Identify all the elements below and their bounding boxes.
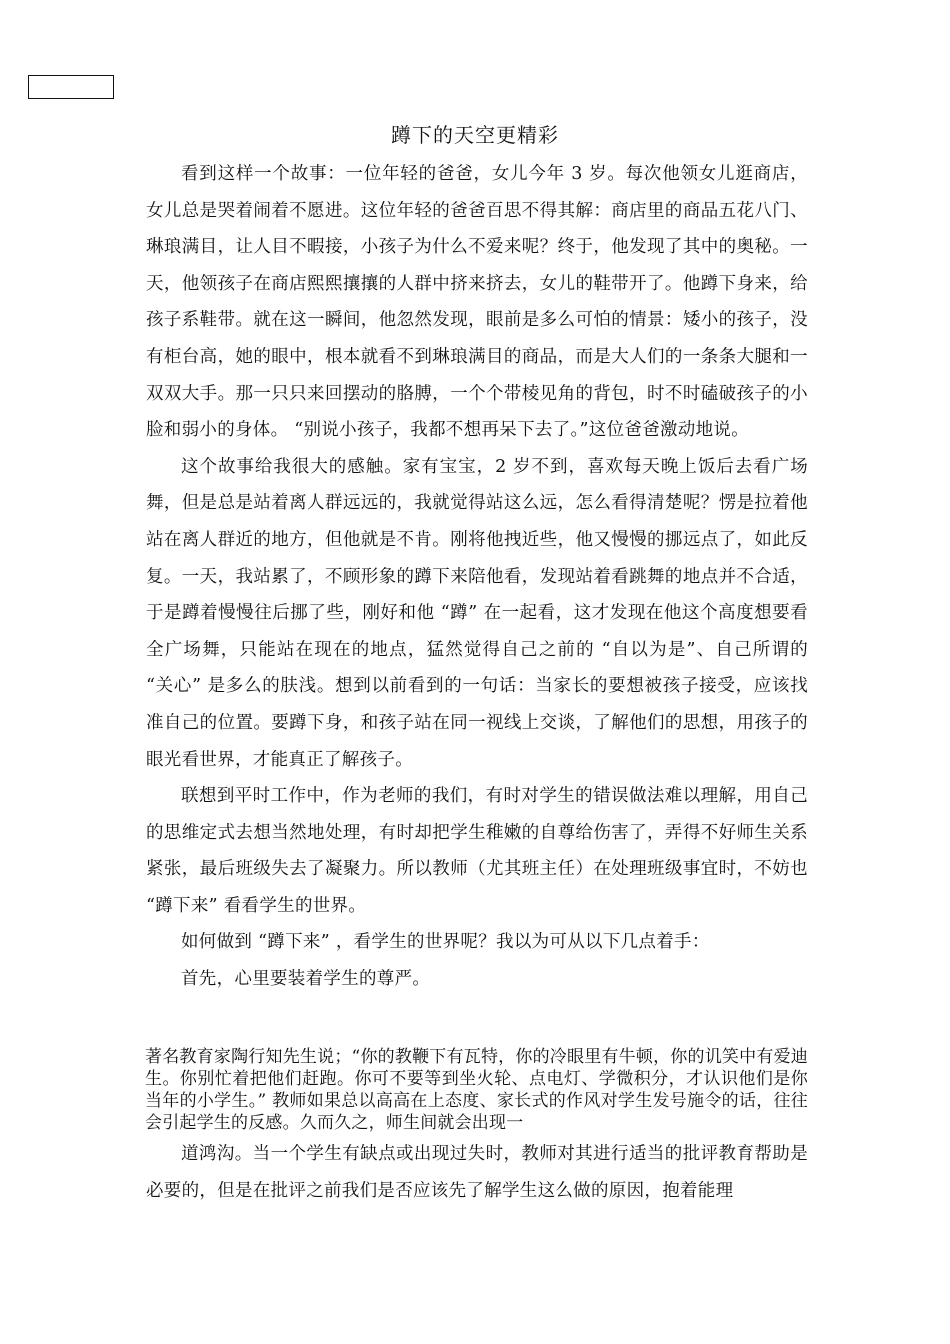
- quote-block: [146, 1040, 808, 1209]
- paragraph-continued: 道鸿沟。当一个学生有缺点或出现过失时，教师对其进行适当的批评教育帮助是必要的，但是在批评之前我们是否应该先了解学生这么做的原因，抱着能理: [146, 1144, 808, 1201]
- paragraph-first-point: 首先，心里要装着学生的尊严。: [181, 969, 431, 990]
- paragraph-how: 如何做到 “蹲下来” ，看学生的世界呢？我以为可从以下几点着手：: [181, 932, 710, 953]
- paragraph-work: 联想到平时工作中，作为老师的我们，有时对学生的错误做法难以理解，用自己的思维定式去想当然地处理，有时却把学生稚嫩的自尊给伤害了，弄得不好师生关系紧张，最后班级失去了凝聚力。所以教师（尤其班主任）在处理班级事宜时，不妨也 “蹲下来” 看看学生的世界。: [146, 786, 808, 916]
- document-title: 蹲下的天空更精彩: [391, 123, 559, 147]
- paragraph-story: 看到这样一个故事：一位年轻的爸爸，女儿今年 3 岁。每次他领女儿逛商店，女儿总是哭着闹着不愿进。这位年轻的爸爸百思不得其解：商店里的商品五花八门、琳琅满目，让人目不暇接，小孩子为什么不爱来呢？终于，他发现了其中的奥秘。一天，他领孩子在商店熙熙攘攘的人群中挤来挤去，女儿的鞋带开了。他蹲下身来，给孩子系鞋带。就在这一瞬间，他忽然发现，眼前是多么可怕的情景：矮小的孩子，没有柜台高，她的眼中，根本就看不到琳琅满目的商品，而是大人们的一条条大腿和一双双大手。那一只只来回摆动的胳膊，一个个带棱见角的背包，时不时磕破孩子的小脸和弱小的身体。 “别说小孩子，我都不想再呆下去了。”这位爸爸激动地说。: [146, 164, 808, 441]
- paragraph-reflection: 这个故事给我很大的感触。家有宝宝，2 岁不到，喜欢每天晚上饭后去看广场舞，但是总是站着离人群远远的，我就觉得站这么远，怎么看得清楚呢？愣是拉着他站在离人群近的地方，但他就是不肯。刚将他拽近些，他又慢慢的挪远点了，如此反复。一天，我站累了，不顾形象的蹲下来陪他看，发现站着看跳舞的地点并不合适，于是蹲着慢慢往后挪了些，刚好和他 “蹲” 在一起看，这才发现在他这个高度想要看全广场舞，只能站在现在的地点，猛然觉得自己之前的 “自以为是”、自己所谓的 “关心” 是多么的肤浅。想到以前看到的一句话：当家长的要想被孩子接受，应该找准自己的位置。要蹲下身，和孩子站在同一视线上交谈，了解他们的思想，用孩子的眼光看世界，才能真正了解孩子。: [146, 456, 808, 770]
- document-body: [146, 156, 808, 998]
- corner-box: [28, 75, 114, 99]
- quote-text: 著名教育家陶行知先生说；“你的教鞭下有瓦特，你的冷眼里有牛顿，你的讥笑中有爱迪生。你别忙着把他们赶跑。你可不要等到坐火轮、点电灯、学微积分，才认识他们是你当年的小学生。” 教师如果总以高高在上态度、家长式的作风对学生发号施令的话，往往会引起学生的反感。久而久之，师生间就会出现一: [145, 1047, 808, 1133]
